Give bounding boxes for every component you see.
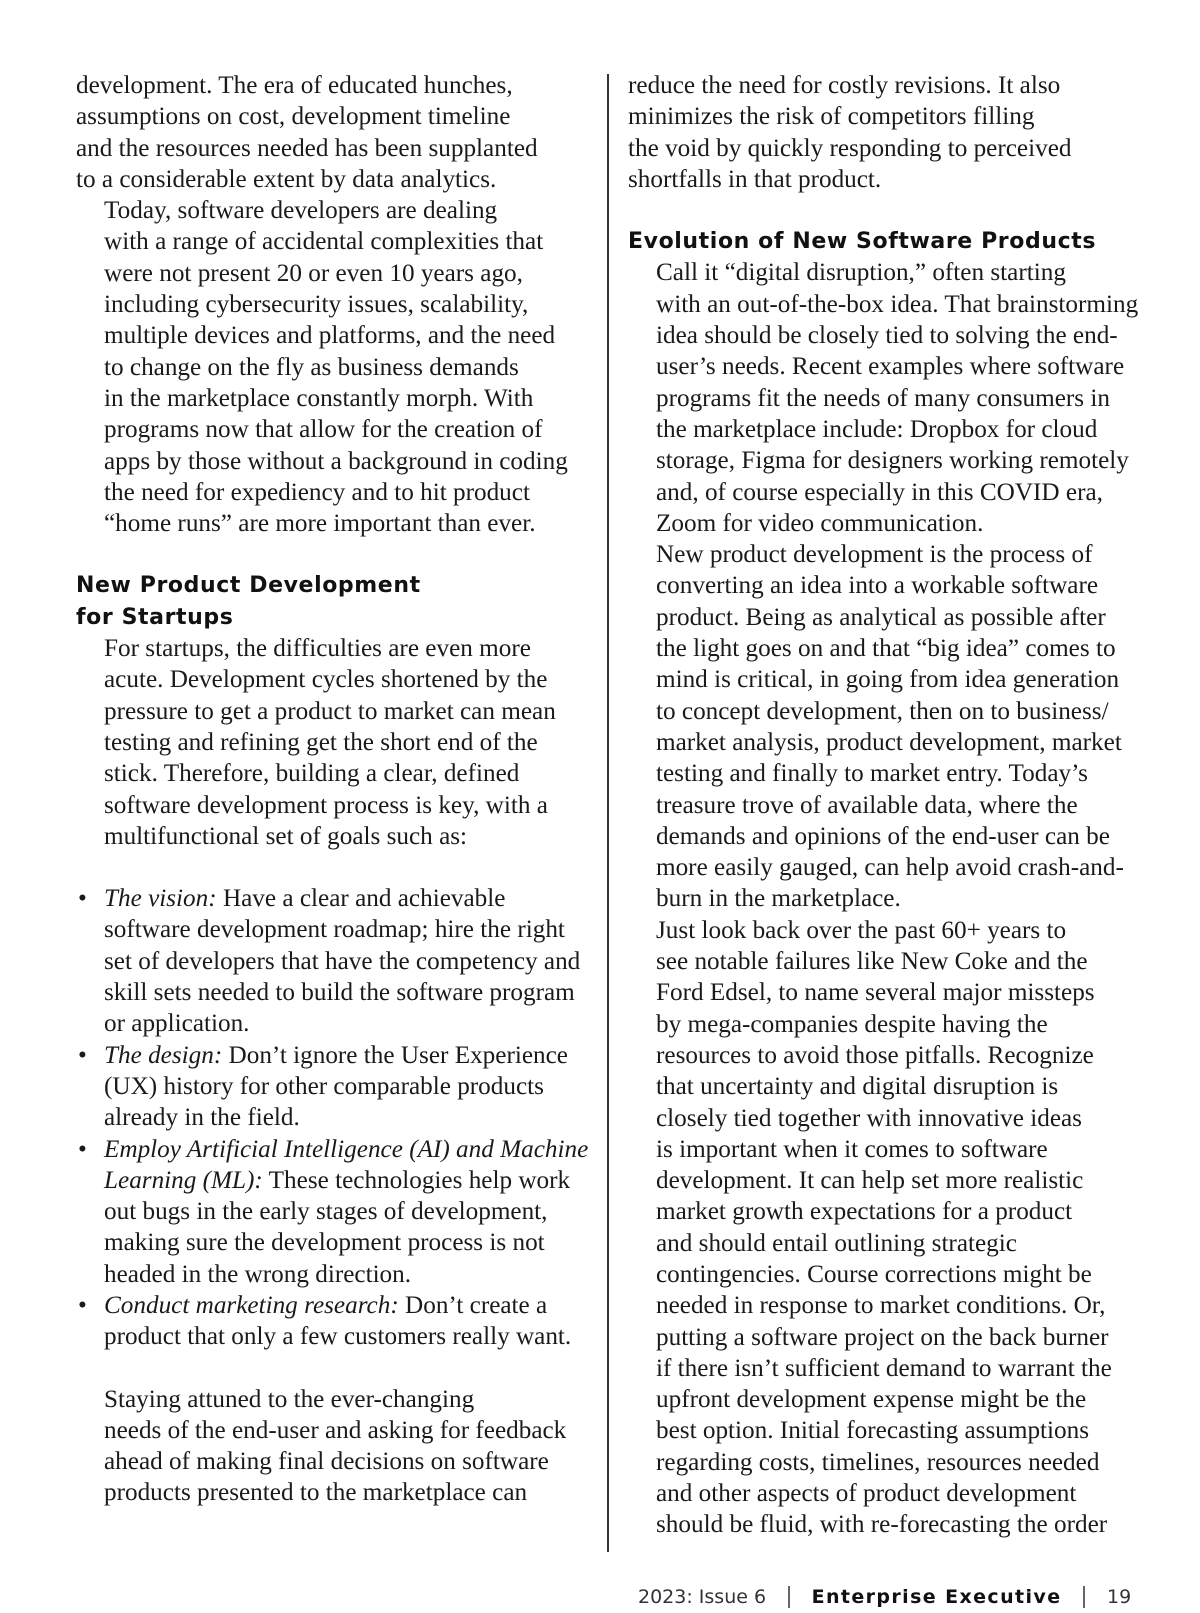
text-line: stick. Therefore, building a clear, defined (104, 760, 520, 788)
text-line: and the resources needed has been supplanted (76, 134, 538, 162)
text-line: For startups, the difficulties are even more (104, 635, 531, 663)
text-line: New product development is the process of (656, 541, 1093, 569)
text-line: the light goes on and that “big idea” comes to (656, 635, 1116, 663)
text-line: ahead of making final decisions on software (104, 1448, 549, 1476)
column-divider (607, 74, 609, 1552)
text-line: development. It can help set more realistic (656, 1167, 1084, 1195)
right-paragraph-1 (628, 70, 1138, 195)
text-line: programs fit the needs of many consumers in (656, 384, 1110, 412)
text-line: needs of the end-user and asking for feedback (104, 1416, 567, 1444)
left-paragraph-3 (76, 633, 590, 852)
text-line: regarding costs, timelines, resources needed (656, 1448, 1100, 1476)
text-line: storage, Figma for designers working remotely (656, 447, 1129, 475)
text-line: shortfalls in that product. (628, 165, 882, 193)
list-item-text: Don’t create a product that only a few customers really want. (104, 1291, 572, 1351)
text-line: testing and finally to market entry. Today’s (656, 760, 1088, 788)
text-line: and, of course especially in this COVID era, (656, 478, 1103, 506)
left-paragraph-4 (76, 1384, 590, 1509)
list-item-term: The design: (104, 1041, 223, 1069)
text-line: to a considerable extent by data analytics. (76, 165, 497, 193)
text-line: idea should be closely tied to solving the end- (656, 322, 1118, 350)
text-line: upfront development expense might be the (656, 1386, 1087, 1414)
text-line: were not present 20 or even 10 years ago, (104, 259, 523, 287)
right-column (628, 70, 1138, 1541)
text-line: product. Being as analytical as possible after (656, 603, 1106, 631)
text-line: reduce the need for costly revisions. It also (628, 72, 1061, 99)
list-item-text: Don’t ignore the User Experience (UX) history for other comparable products already in the field. (104, 1041, 568, 1132)
text-line: Staying attuned to the ever-changing (104, 1385, 475, 1413)
list-item-term: The vision: (104, 885, 217, 913)
text-line: the marketplace include: Dropbox for cloud (656, 415, 1098, 443)
text-line: Just look back over the past 60+ years to (656, 916, 1067, 944)
left-paragraph-1 (76, 70, 590, 195)
text-line: and should entail outlining strategic (656, 1229, 1017, 1257)
list-item-text: Have a clear and achievable software development roadmap; hire the right set of developers that have the competency and skill sets needed to build the software program or application. (104, 885, 581, 1038)
text-line: demands and opinions of the end-user can be (656, 822, 1110, 850)
text-line: development. The era of educated hunches, (76, 72, 513, 99)
text-line: products presented to the marketplace can (104, 1479, 528, 1507)
text-line: market analysis, product development, market (656, 728, 1122, 756)
text-line: best option. Initial forecasting assumptions (656, 1417, 1090, 1445)
list-item (76, 883, 590, 1039)
left-paragraph-2 (76, 195, 590, 539)
text-line: for Startups (76, 604, 234, 630)
text-line: to concept development, then on to business/ (656, 697, 1109, 725)
text-line: that uncertainty and digital disruption is (656, 1073, 1059, 1101)
list-item (76, 1040, 590, 1134)
text-line: with an out-of-the-box idea. That brainstorming (656, 290, 1139, 318)
text-line: needed in response to market conditions. Or, (656, 1292, 1106, 1320)
text-line: should be fluid, with re-forecasting the order (656, 1511, 1108, 1539)
text-line: software development process is key, with a (104, 791, 548, 819)
text-line: see notable failures like New Coke and the (656, 948, 1088, 976)
footer-separator (1083, 1586, 1085, 1608)
text-line: acute. Development cycles shortened by the (104, 666, 548, 694)
text-line: programs now that allow for the creation of (104, 416, 543, 444)
text-line: and other aspects of product development (656, 1480, 1077, 1508)
text-line: Call it “digital disruption,” often starting (656, 259, 1066, 287)
publication-name: Enterprise Executive (811, 1586, 1062, 1608)
text-line: user’s needs. Recent examples where software (656, 353, 1125, 381)
text-line: closely tied together with innovative ideas (656, 1104, 1082, 1132)
list-item (76, 1134, 590, 1290)
right-paragraph-3 (628, 539, 1138, 915)
text-line: Today, software developers are dealing (104, 197, 498, 225)
text-line: contingencies. Course corrections might be (656, 1260, 1092, 1288)
text-line: putting a software project on the back burner (656, 1323, 1109, 1351)
text-line: the need for expediency and to hit product (104, 478, 530, 506)
text-line: minimizes the risk of competitors filling (628, 103, 1035, 131)
section-heading-startups (76, 570, 590, 633)
left-column (76, 70, 590, 1509)
section-heading-evolution: Evolution of New Software Products (628, 229, 1097, 255)
text-line: multifunctional set of goals such as: (104, 822, 468, 850)
text-line: mind is critical, in going from idea generation (656, 666, 1120, 694)
right-paragraph-4 (628, 915, 1138, 1541)
text-line: to change on the fly as business demands (104, 353, 519, 381)
text-line: assumptions on cost, development timeline (76, 103, 511, 131)
text-line: by mega-companies despite having the (656, 1010, 1048, 1038)
text-line: pressure to get a product to market can mean (104, 697, 556, 725)
text-line: including cybersecurity issues, scalability, (104, 291, 529, 319)
text-line: resources to avoid those pitfalls. Recognize (656, 1041, 1094, 1069)
text-line: burn in the marketplace. (656, 885, 901, 913)
text-line: multiple devices and platforms, and the need (104, 322, 556, 350)
page-footer (638, 1582, 1138, 1612)
text-line: Zoom for video communication. (656, 509, 984, 537)
text-line: in the marketplace constantly morph. With (104, 384, 534, 412)
list-item-term: Employ Artificial Intelligence (AI) and Machine Learning (ML): (104, 1135, 589, 1194)
text-line: more easily gauged, can help avoid crash-and- (656, 854, 1124, 882)
text-line: with a range of accidental complexities that (104, 228, 544, 256)
text-line: “home runs” are more important than ever. (104, 510, 536, 538)
goals-list (76, 883, 590, 1352)
list-item-term: Conduct marketing research: (104, 1291, 399, 1319)
list-item (76, 1290, 590, 1353)
right-paragraph-2 (628, 257, 1138, 539)
issue-label: 2023: Issue 6 (638, 1586, 767, 1608)
text-line: New Product Development (76, 573, 421, 599)
text-line: converting an idea into a workable software (656, 572, 1099, 600)
text-line: treasure trove of available data, where the (656, 791, 1078, 819)
text-line: testing and refining get the short end of the (104, 728, 538, 756)
text-line: if there isn’t sufficient demand to warrant the (656, 1354, 1112, 1382)
text-line: is important when it comes to software (656, 1135, 1048, 1163)
text-line: market growth expectations for a product (656, 1198, 1073, 1226)
list-item-text: These technologies help work out bugs in the early stages of development, making sure the development process is not headed in the wrong direction. (104, 1166, 571, 1288)
page-number: 19 (1106, 1586, 1132, 1608)
text-line: apps by those without a background in coding (104, 447, 568, 475)
text-line: Ford Edsel, to name several major missteps (656, 979, 1095, 1007)
footer-separator (788, 1586, 790, 1608)
text-line: the void by quickly responding to perceived (628, 134, 1072, 162)
